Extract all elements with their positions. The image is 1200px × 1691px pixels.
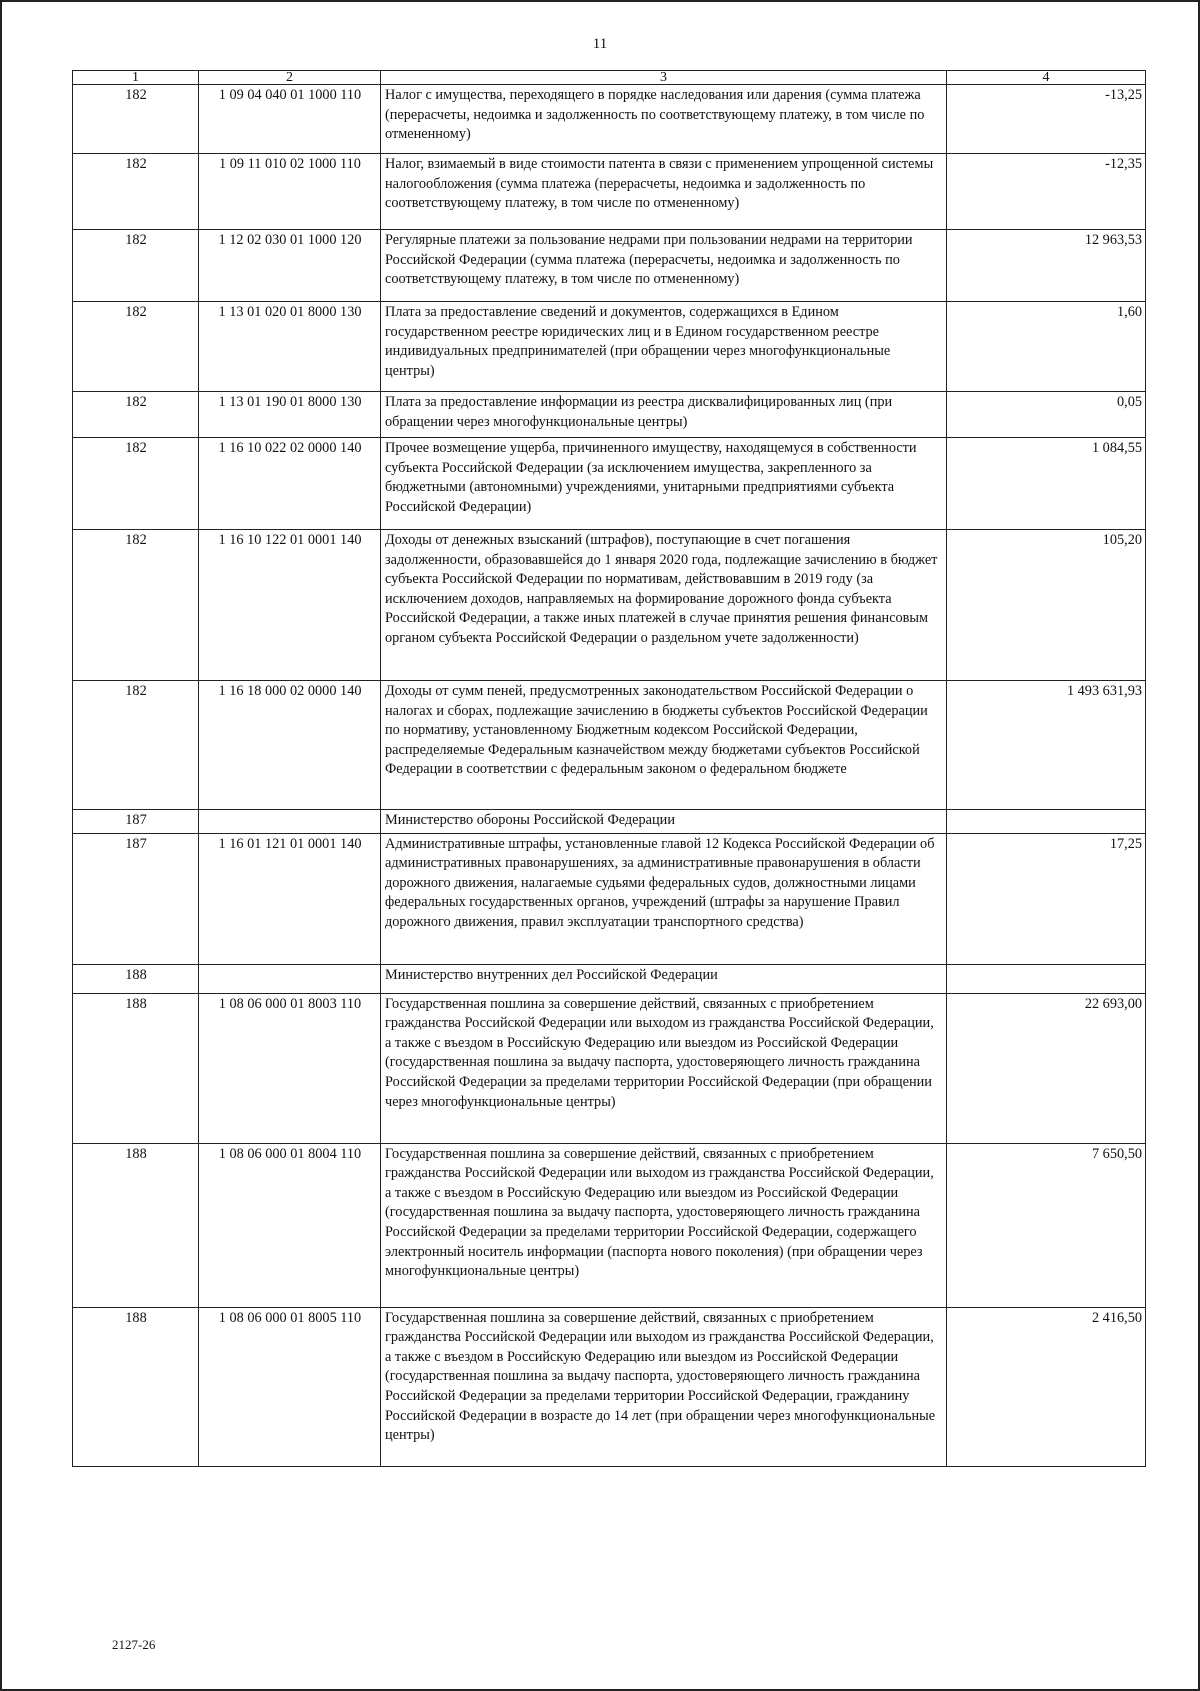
cell-description: Регулярные платежи за пользование недрами при пользовании недрами на территории Российской Федерации (сумма платежа (перерасчеты, недоимка и задолженность по соответствующему платежу, в том числе по отмененному) bbox=[381, 230, 947, 302]
header-col-3: 3 bbox=[381, 71, 947, 85]
cell-amount: 1,60 bbox=[947, 302, 1146, 392]
cell-description: Административные штрафы, установленные главой 12 Кодекса Российской Федерации об административных правонарушениях, за административные правонарушения в области дорожного движения, налагаемые судьями федеральных судов, должностными лицами федеральных государственных органов, учреждений (штрафы за нарушение Правил дорожного движения, правил эксплуатации транспортного средства) bbox=[381, 833, 947, 964]
cell-description: Доходы от денежных взысканий (штрафов), поступающие в счет погашения задолженности, образовавшейся до 1 января 2020 года, подлежащие зачислению в бюджет субъекта Российской Федерации по нормативам, действовавшим в 2019 году (за исключением доходов, направляемых на формирование дорожного фонда субъекта Российской Федерации, а также иных платежей в случае принятия решения финансовым органом субъекта Российской Федерации о раздельном учете задолженности) bbox=[381, 530, 947, 681]
table-row bbox=[73, 438, 1146, 530]
cell-amount: 7 650,50 bbox=[947, 1143, 1146, 1307]
footer-document-code: 2127-26 bbox=[112, 1637, 156, 1652]
cell-admin-code: 187 bbox=[73, 833, 199, 964]
table-row bbox=[73, 964, 1146, 993]
cell-description: Налог, взимаемый в виде стоимости патента в связи с применением упрощенной системы налогообложения (сумма платежа (перерасчеты, недоимка и задолженность по соответствующему платежу, в том числе по отмененному) bbox=[381, 154, 947, 230]
table-row bbox=[73, 1143, 1146, 1307]
table-row bbox=[73, 810, 1146, 834]
cell-description: Прочее возмещение ущерба, причиненного имуществу, находящемуся в собственности субъекта Российской Федерации (за исключением имущества, закрепленного за бюджетными (автономными) учреждениями, унитарными предприятиями субъекта Российской Федерации) bbox=[381, 438, 947, 530]
cell-admin-code: 182 bbox=[73, 438, 199, 530]
cell-kbk-code: 1 16 10 022 02 0000 140 bbox=[199, 438, 381, 530]
cell-admin-code: 188 bbox=[73, 1143, 199, 1307]
cell-admin-code: 182 bbox=[73, 302, 199, 392]
cell-admin-code: 182 bbox=[73, 530, 199, 681]
cell-kbk-code: 1 16 18 000 02 0000 140 bbox=[199, 681, 381, 810]
cell-amount: 1 084,55 bbox=[947, 438, 1146, 530]
table-row bbox=[73, 1307, 1146, 1466]
table-row bbox=[73, 681, 1146, 810]
cell-admin-code: 188 bbox=[73, 1307, 199, 1466]
cell-description: Государственная пошлина за совершение действий, связанных с приобретением гражданства Российской Федерации или выходом из гражданства Российской Федерации, а также с въездом в Российскую Федерацию или выездом из Российской Федерации (государственная пошлина за выдачу паспорта, удостоверяющего личность гражданина Российской Федерации за пределами территории Российской Федерации, гражданину Российской Федерации в возрасте до 14 лет (при обращении через многофункциональные центры) bbox=[381, 1307, 947, 1466]
cell-admin-code: 182 bbox=[73, 230, 199, 302]
cell-description: Плата за предоставление информации из реестра дисквалифицированных лиц (при обращении через многофункциональные центры) bbox=[381, 392, 947, 438]
page-number: 11 bbox=[592, 36, 608, 52]
table-row bbox=[73, 993, 1146, 1143]
table-row bbox=[73, 302, 1146, 392]
cell-amount bbox=[947, 964, 1146, 993]
cell-kbk-code bbox=[199, 810, 381, 834]
cell-description: Доходы от сумм пеней, предусмотренных законодательством Российской Федерации о налогах и сборах, подлежащие зачислению в бюджеты субъектов Российской Федерации по нормативу, установленному Бюджетным кодексом Российской Федерации, распределяемые Федеральным казначейством между бюджетами субъектов Российской Федерации в соответствии с федеральным законом о федеральном бюджете bbox=[381, 681, 947, 810]
cell-kbk-code: 1 16 10 122 01 0001 140 bbox=[199, 530, 381, 681]
cell-amount: -13,25 bbox=[947, 85, 1146, 154]
cell-kbk-code: 1 13 01 020 01 8000 130 bbox=[199, 302, 381, 392]
header-col-4: 4 bbox=[947, 71, 1146, 85]
cell-kbk-code: 1 08 06 000 01 8003 110 bbox=[199, 993, 381, 1143]
header-col-1: 1 bbox=[73, 71, 199, 85]
cell-description: Государственная пошлина за совершение действий, связанных с приобретением гражданства Российской Федерации или выходом из гражданства Российской Федерации, а также с въездом в Российскую Федерацию или выездом из Российской Федерации (государственная пошлина за выдачу паспорта, удостоверяющего личность гражданина Российской Федерации за пределами территории Российской Федерации (при обращении через многофункциональные центры) bbox=[381, 993, 947, 1143]
cell-admin-code: 188 bbox=[73, 993, 199, 1143]
header-col-2: 2 bbox=[199, 71, 381, 85]
cell-admin-code: 187 bbox=[73, 810, 199, 834]
table-row bbox=[73, 530, 1146, 681]
cell-kbk-code: 1 12 02 030 01 1000 120 bbox=[199, 230, 381, 302]
cell-admin-code: 188 bbox=[73, 964, 199, 993]
table-row bbox=[73, 154, 1146, 230]
cell-admin-code: 182 bbox=[73, 392, 199, 438]
cell-kbk-code: 1 08 06 000 01 8004 110 bbox=[199, 1143, 381, 1307]
cell-kbk-code bbox=[199, 964, 381, 993]
cell-amount bbox=[947, 810, 1146, 834]
table-row bbox=[73, 833, 1146, 964]
cell-amount: 0,05 bbox=[947, 392, 1146, 438]
cell-description: Плата за предоставление сведений и документов, содержащихся в Едином государственном реестре юридических лиц и в Едином государственном реестре индивидуальных предпринимателей (при обращении через многофункциональные центры) bbox=[381, 302, 947, 392]
cell-admin-code: 182 bbox=[73, 154, 199, 230]
cell-description: Государственная пошлина за совершение действий, связанных с приобретением гражданства Российской Федерации или выходом из гражданства Российской Федерации, а также с въездом в Российскую Федерацию или выездом из Российской Федерации (государственная пошлина за выдачу паспорта, удостоверяющего личность гражданина Российской Федерации за пределами территории Российской Федерации, содержащего электронный носитель информации (паспорта нового поколения) (при обращении через многофункциональные центры) bbox=[381, 1143, 947, 1307]
cell-amount: 2 416,50 bbox=[947, 1307, 1146, 1466]
cell-amount: 105,20 bbox=[947, 530, 1146, 681]
cell-amount: 1 493 631,93 bbox=[947, 681, 1146, 810]
cell-amount: 17,25 bbox=[947, 833, 1146, 964]
table-row bbox=[73, 230, 1146, 302]
cell-kbk-code: 1 13 01 190 01 8000 130 bbox=[199, 392, 381, 438]
cell-amount: 22 693,00 bbox=[947, 993, 1146, 1143]
table-row bbox=[73, 85, 1146, 154]
cell-description: Министерство обороны Российской Федерации bbox=[381, 810, 947, 834]
cell-description: Министерство внутренних дел Российской Федерации bbox=[381, 964, 947, 993]
cell-amount: 12 963,53 bbox=[947, 230, 1146, 302]
cell-admin-code: 182 bbox=[73, 85, 199, 154]
cell-description: Налог с имущества, переходящего в порядке наследования или дарения (сумма платежа (перерасчеты, недоимка и задолженность по соответствующему платежу, в том числе по отмененному) bbox=[381, 85, 947, 154]
cell-admin-code: 182 bbox=[73, 681, 199, 810]
revenue-table bbox=[72, 70, 1146, 1467]
header-row bbox=[73, 71, 1146, 85]
cell-amount: -12,35 bbox=[947, 154, 1146, 230]
cell-kbk-code: 1 09 04 040 01 1000 110 bbox=[199, 85, 381, 154]
cell-kbk-code: 1 08 06 000 01 8005 110 bbox=[199, 1307, 381, 1466]
cell-kbk-code: 1 09 11 010 02 1000 110 bbox=[199, 154, 381, 230]
table-row bbox=[73, 392, 1146, 438]
cell-kbk-code: 1 16 01 121 01 0001 140 bbox=[199, 833, 381, 964]
